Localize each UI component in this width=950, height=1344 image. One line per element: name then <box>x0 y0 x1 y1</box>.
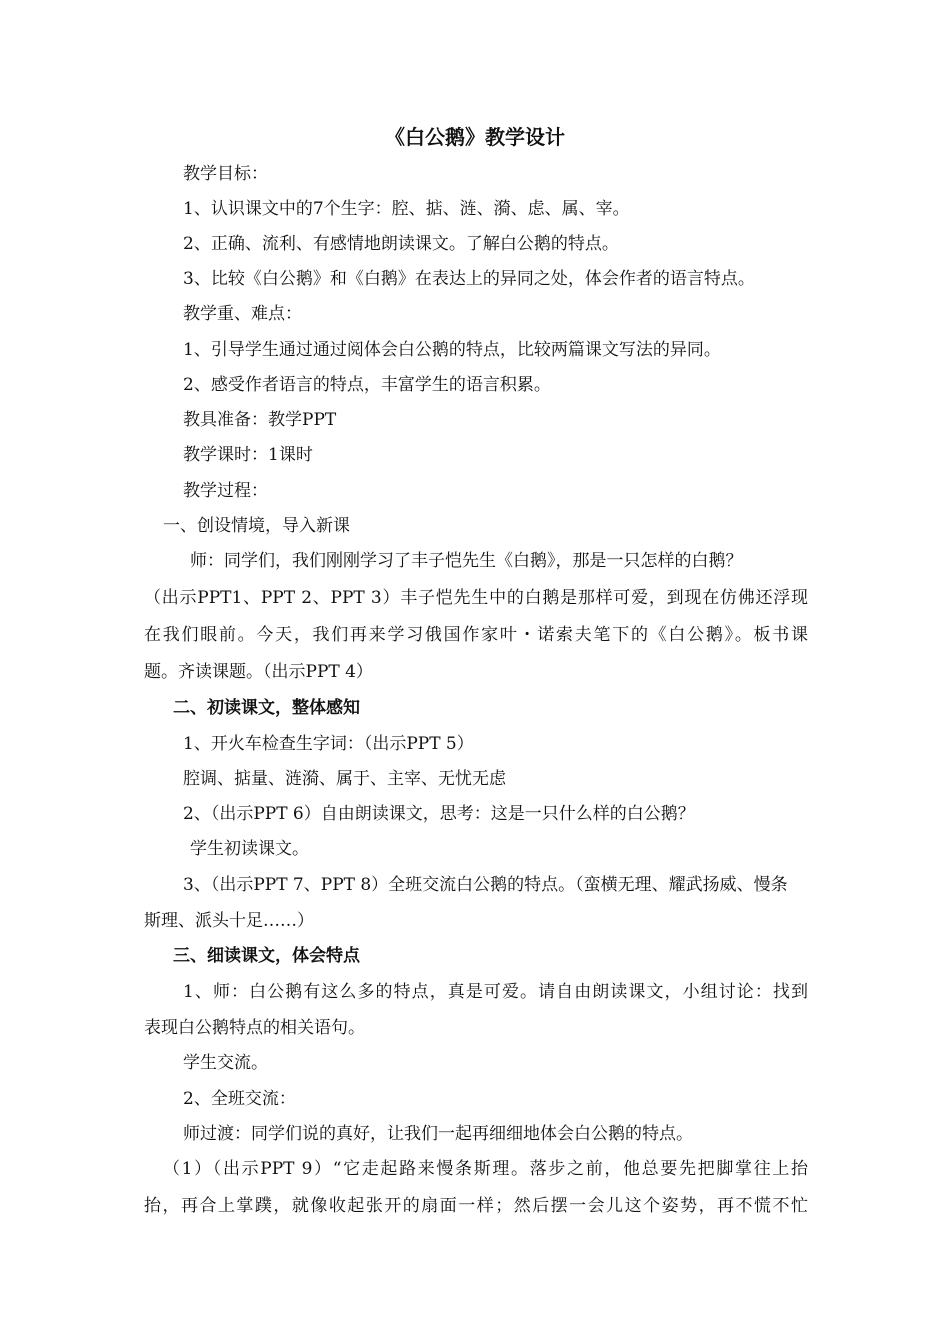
objective-3: 3、比较《白公鹅》和《白鹅》在表达上的异同之处，体会作者的语言特点。 <box>183 269 755 289</box>
key-point-2: 2、感受作者语言的特点，丰富学生的语言积累。 <box>183 375 551 395</box>
heading-key-points: 教学重、难点： <box>183 304 302 324</box>
paragraph-line: 题。齐读课题。（出示PPT 4） <box>144 662 373 682</box>
heading-process: 教学过程： <box>183 481 268 501</box>
paragraph-line: 斯理、派头十足……） <box>144 911 314 931</box>
paragraph-line: 1、开火车检查生字词：（出示PPT 5） <box>183 734 474 754</box>
paragraph-line: 表现白公鹅特点的相关语句。 <box>144 1018 365 1038</box>
class-hours: 教学课时：1课时 <box>183 445 313 465</box>
document-title: 《白公鹅》教学设计 <box>385 125 565 149</box>
paragraph-line: 3、（出示PPT 7、PPT 8）全班交流白公鹅的特点。（蛮横无理、耀武扬威、慢条 <box>183 875 788 895</box>
paragraph-line: （1）（出示PPT 9）“它走起路来慢条斯理。落步之前，他总要先把脚掌往上抬 <box>163 1159 808 1179</box>
objective-1: 1、认识课文中的7个生字：腔、掂、涟、漪、虑、属、宰。 <box>183 199 630 219</box>
paragraph-line: 腔调、掂量、涟漪、属于、主宰、无忧无虑 <box>183 769 506 789</box>
paragraph-line: （出示PPT1、PPT 2、PPT 3）丰子恺先生中的白鹅是那样可爱，到现在仿佛还浮现 <box>144 588 808 608</box>
paragraph-line: 学生交流。 <box>183 1053 268 1073</box>
section-2-heading: 二、初读课文，整体感知 <box>173 698 360 718</box>
teaching-aids: 教具准备：教学PPT <box>183 410 337 430</box>
objective-2: 2、正确、流利、有感情地朗读课文。了解白公鹅的特点。 <box>183 234 619 254</box>
paragraph-line: 2、（出示PPT 6）自由朗读课文，思考：这是一只什么样的白公鹅？ <box>183 804 695 824</box>
heading-objectives: 教学目标： <box>183 164 268 184</box>
key-point-1: 1、引导学生通过通过阅体会白公鹅的特点，比较两篇课文写法的异同。 <box>183 340 721 360</box>
section-3-heading: 三、细读课文，体会特点 <box>173 946 360 966</box>
section-1-heading: 一、创设情境，导入新课 <box>163 516 350 536</box>
paragraph-line: 1、师：白公鹅有这么多的特点，真是可爱。请自由朗读课文，小组讨论：找到 <box>183 982 808 1002</box>
paragraph-line: 抬，再合上掌蹼，就像收起张开的扇面一样；然后摆一会儿这个姿势，再不慌不忙 <box>144 1196 808 1216</box>
paragraph-line: 在我们眼前。今天，我们再来学习俄国作家叶・诺索夫笔下的《白公鹅》。板书课 <box>144 625 808 645</box>
paragraph-line: 师过渡：同学们说的真好，让我们一起再细细地体会白公鹅的特点。 <box>183 1124 693 1144</box>
paragraph-line: 学生初读课文。 <box>190 839 309 859</box>
paragraph-line: 2、全班交流： <box>183 1089 296 1109</box>
paragraph-line: 师：同学们，我们刚刚学习了丰子恺先生《白鹅》，那是一只怎样的白鹅？ <box>190 551 743 571</box>
